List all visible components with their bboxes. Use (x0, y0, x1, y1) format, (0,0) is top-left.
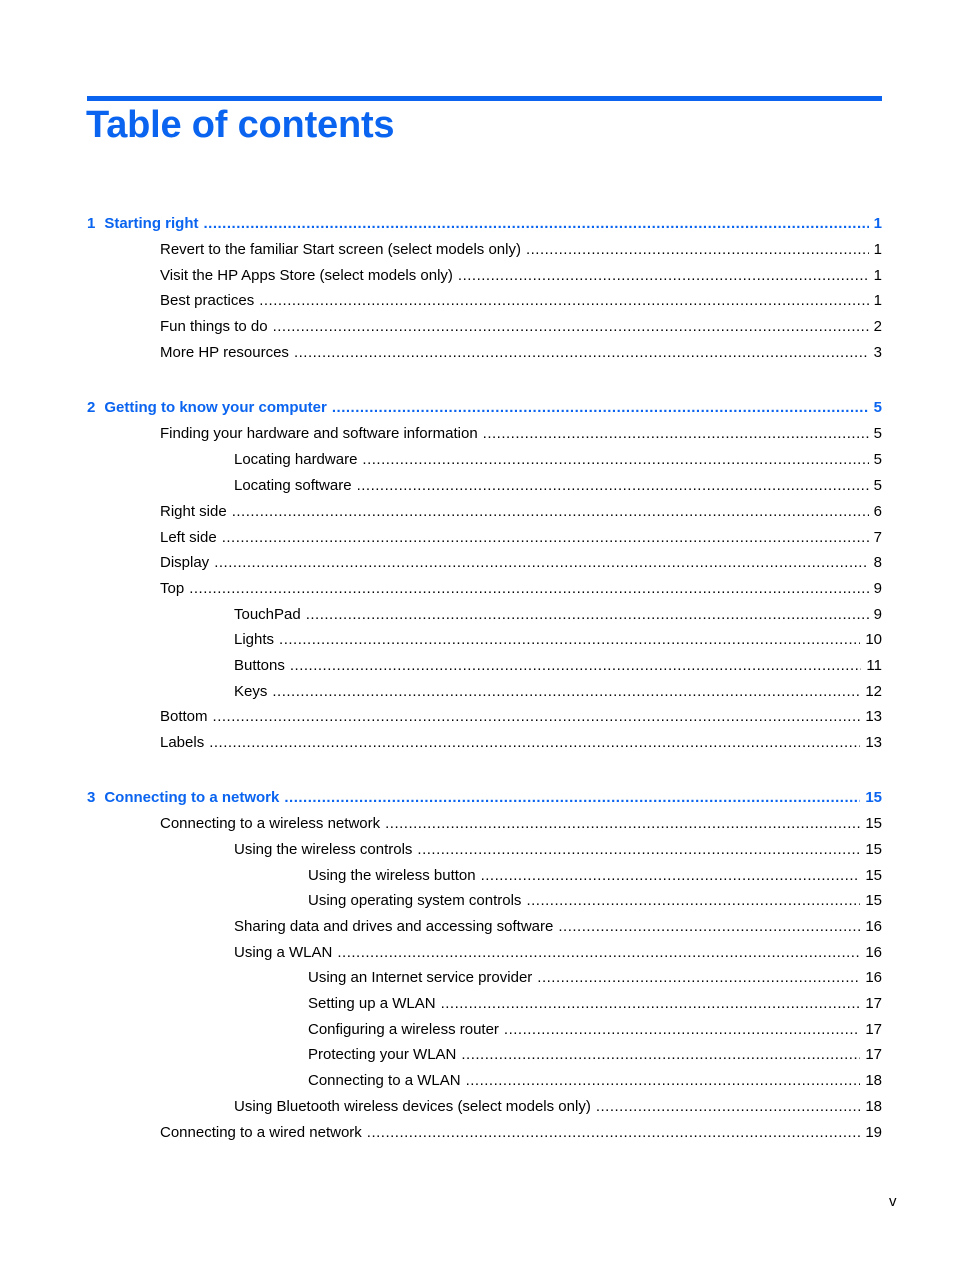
toc-dot-leader (483, 423, 869, 445)
toc-dot-leader (232, 501, 869, 523)
toc-dot-leader (259, 290, 868, 312)
toc-entry-label: Connecting to a wireless network (160, 815, 381, 832)
toc-chapter-entry[interactable] (87, 787, 882, 809)
toc-dot-leader (441, 993, 861, 1015)
toc-entry[interactable] (160, 316, 882, 338)
toc-dot-leader (284, 787, 860, 809)
toc-dot-leader (273, 316, 869, 338)
toc-entry-page: 10 (865, 631, 882, 648)
toc-entry[interactable] (234, 629, 882, 651)
toc-dot-leader (189, 578, 868, 600)
toc-entry-page: 15 (865, 789, 882, 806)
toc-entry-label: Lights (234, 631, 275, 648)
toc-dot-leader (213, 706, 861, 728)
toc-chapter-entry[interactable] (87, 397, 882, 419)
toc-entry[interactable] (160, 732, 882, 754)
toc-entry-page: 16 (865, 944, 882, 961)
toc-entry[interactable] (234, 681, 882, 703)
toc-entry-label: Using operating system controls (308, 892, 522, 909)
toc-entry[interactable] (160, 265, 882, 287)
toc-entry[interactable] (308, 890, 882, 912)
toc-dot-leader (204, 213, 869, 235)
toc-entry-page: 13 (865, 708, 882, 725)
toc-entry-page: 15 (865, 815, 882, 832)
toc-dot-leader (466, 1070, 861, 1092)
toc-entry-label: Left side (160, 529, 217, 546)
toc-entry-page: 1 (873, 267, 882, 284)
toc-entry[interactable] (160, 501, 882, 523)
toc-entry[interactable] (160, 342, 882, 364)
toc-entry-label: Right side (160, 503, 227, 520)
toc-entry[interactable] (160, 423, 882, 445)
toc-entry-label: Using an Internet service provider (308, 969, 533, 986)
toc-entry-label: Revert to the familiar Start screen (select models only) (160, 241, 521, 258)
toc-dot-leader (458, 265, 869, 287)
toc-entry[interactable] (308, 1044, 882, 1066)
toc-entry-label: Locating hardware (234, 451, 358, 468)
toc-entry[interactable] (160, 706, 882, 728)
toc-entry-label: Using Bluetooth wireless devices (select models only) (234, 1098, 591, 1115)
toc-dot-leader (272, 681, 860, 703)
toc-dot-leader (362, 449, 868, 471)
page-title: Table of contents (86, 104, 395, 146)
toc-entry[interactable] (160, 290, 882, 312)
toc-entry-page: 5 (873, 425, 882, 442)
toc-dot-leader (558, 916, 860, 938)
toc-entry-page: 1 (873, 292, 882, 309)
toc-dot-leader (367, 1122, 861, 1144)
toc-entry[interactable] (308, 967, 882, 989)
toc-entry[interactable] (160, 527, 882, 549)
toc-entry-page: 16 (865, 918, 882, 935)
toc-entry-label: Labels (160, 734, 205, 751)
toc-entry-label: Using the wireless button (308, 867, 476, 884)
toc-chapter-entry[interactable] (87, 213, 882, 235)
toc-entry-label: Top (160, 580, 185, 597)
toc-chapter-number: 2 (87, 399, 96, 416)
toc-entry[interactable] (234, 475, 882, 497)
toc-dot-leader (504, 1019, 860, 1041)
toc-entry[interactable] (234, 449, 882, 471)
toc-dot-leader (461, 1044, 860, 1066)
toc-dot-leader (279, 629, 860, 651)
toc-entry-page: 17 (865, 995, 882, 1012)
toc-dot-leader (417, 839, 860, 861)
toc-entry[interactable] (160, 239, 882, 261)
toc-entry-label: Keys (234, 683, 268, 700)
toc-entry-page: 15 (865, 892, 882, 909)
toc-entry-label: Buttons (234, 657, 285, 674)
toc-entry[interactable] (234, 604, 882, 626)
toc-entry-label: Setting up a WLAN (308, 995, 436, 1012)
toc-dot-leader (385, 813, 860, 835)
toc-entry-page: 16 (865, 969, 882, 986)
toc-entry-label: Bottom (160, 708, 208, 725)
toc-entry-page: 5 (873, 477, 882, 494)
toc-entry-page: 17 (865, 1021, 882, 1038)
toc-entry[interactable] (160, 1122, 882, 1144)
toc-entry-page: 15 (865, 841, 882, 858)
toc-entry[interactable] (160, 813, 882, 835)
toc-entry[interactable] (308, 1070, 882, 1092)
toc-entry-page: 2 (873, 318, 882, 335)
toc-chapter-number: 3 (87, 789, 96, 806)
toc-entry-page: 5 (873, 399, 882, 416)
toc-dot-leader (306, 604, 869, 626)
toc-entry-label: Finding your hardware and software information (160, 425, 478, 442)
toc-dot-leader (294, 342, 869, 364)
toc-entry[interactable] (308, 993, 882, 1015)
toc-entry-page: 18 (865, 1072, 882, 1089)
toc-entry-label: Connecting to a network (104, 789, 280, 806)
toc-dot-leader (214, 552, 868, 574)
toc-entry-page: 3 (873, 344, 882, 361)
toc-dot-leader (596, 1096, 860, 1118)
toc-dot-leader (526, 239, 869, 261)
toc-entry-label: Fun things to do (160, 318, 268, 335)
toc-entry[interactable] (234, 916, 882, 938)
toc-dot-leader (209, 732, 860, 754)
toc-entry[interactable] (160, 578, 882, 600)
toc-entry-page: 5 (873, 451, 882, 468)
toc-entry[interactable] (234, 655, 882, 677)
toc-entry[interactable] (234, 1096, 882, 1118)
toc-entry-label: TouchPad (234, 606, 301, 623)
toc-dot-leader (337, 942, 860, 964)
toc-entry-label: Getting to know your computer (104, 399, 327, 416)
toc-entry-label: Starting right (104, 215, 199, 232)
toc-entry[interactable] (234, 942, 882, 964)
toc-dot-leader (332, 397, 869, 419)
page-number: v (889, 1193, 897, 1210)
toc-entry-page: 18 (865, 1098, 882, 1115)
toc-entry-label: Using a WLAN (234, 944, 333, 961)
toc-entry-page: 13 (865, 734, 882, 751)
toc-dot-leader (537, 967, 860, 989)
toc-entry-page: 17 (865, 1046, 882, 1063)
toc-entry-page: 19 (865, 1124, 882, 1141)
toc-entry-page: 1 (873, 241, 882, 258)
toc-entry-page: 1 (873, 215, 882, 232)
toc-entry-label: Visit the HP Apps Store (select models only) (160, 267, 453, 284)
toc-entry-label: Using the wireless controls (234, 841, 413, 858)
toc-entry-page: 12 (865, 683, 882, 700)
toc-entry-label: Sharing data and drives and accessing software (234, 918, 554, 935)
toc-entry-page: 7 (873, 529, 882, 546)
toc-dot-leader (222, 527, 869, 549)
toc-dot-leader (290, 655, 862, 677)
toc-dot-leader (526, 890, 860, 912)
toc-entry-page: 8 (873, 554, 882, 571)
toc-entry[interactable] (160, 552, 882, 574)
toc-entry-page: 15 (865, 867, 882, 884)
toc-entry-label: More HP resources (160, 344, 289, 361)
toc-entry-label: Display (160, 554, 210, 571)
toc-entry-page: 11 (866, 657, 882, 674)
toc-entry[interactable] (308, 1019, 882, 1041)
toc-dot-leader (481, 865, 861, 887)
toc-entry-page: 6 (873, 503, 882, 520)
toc-entry[interactable] (234, 839, 882, 861)
toc-chapter-number: 1 (87, 215, 96, 232)
toc-entry-label: Connecting to a wired network (160, 1124, 362, 1141)
toc-entry-label: Locating software (234, 477, 352, 494)
toc-entry-label: Connecting to a WLAN (308, 1072, 461, 1089)
toc-entry-page: 9 (873, 606, 882, 623)
toc-entry[interactable] (308, 865, 882, 887)
toc-entry-label: Protecting your WLAN (308, 1046, 457, 1063)
toc-dot-leader (357, 475, 869, 497)
toc-entry-label: Configuring a wireless router (308, 1021, 499, 1038)
toc-entry-label: Best practices (160, 292, 255, 309)
toc-entry-page: 9 (873, 580, 882, 597)
